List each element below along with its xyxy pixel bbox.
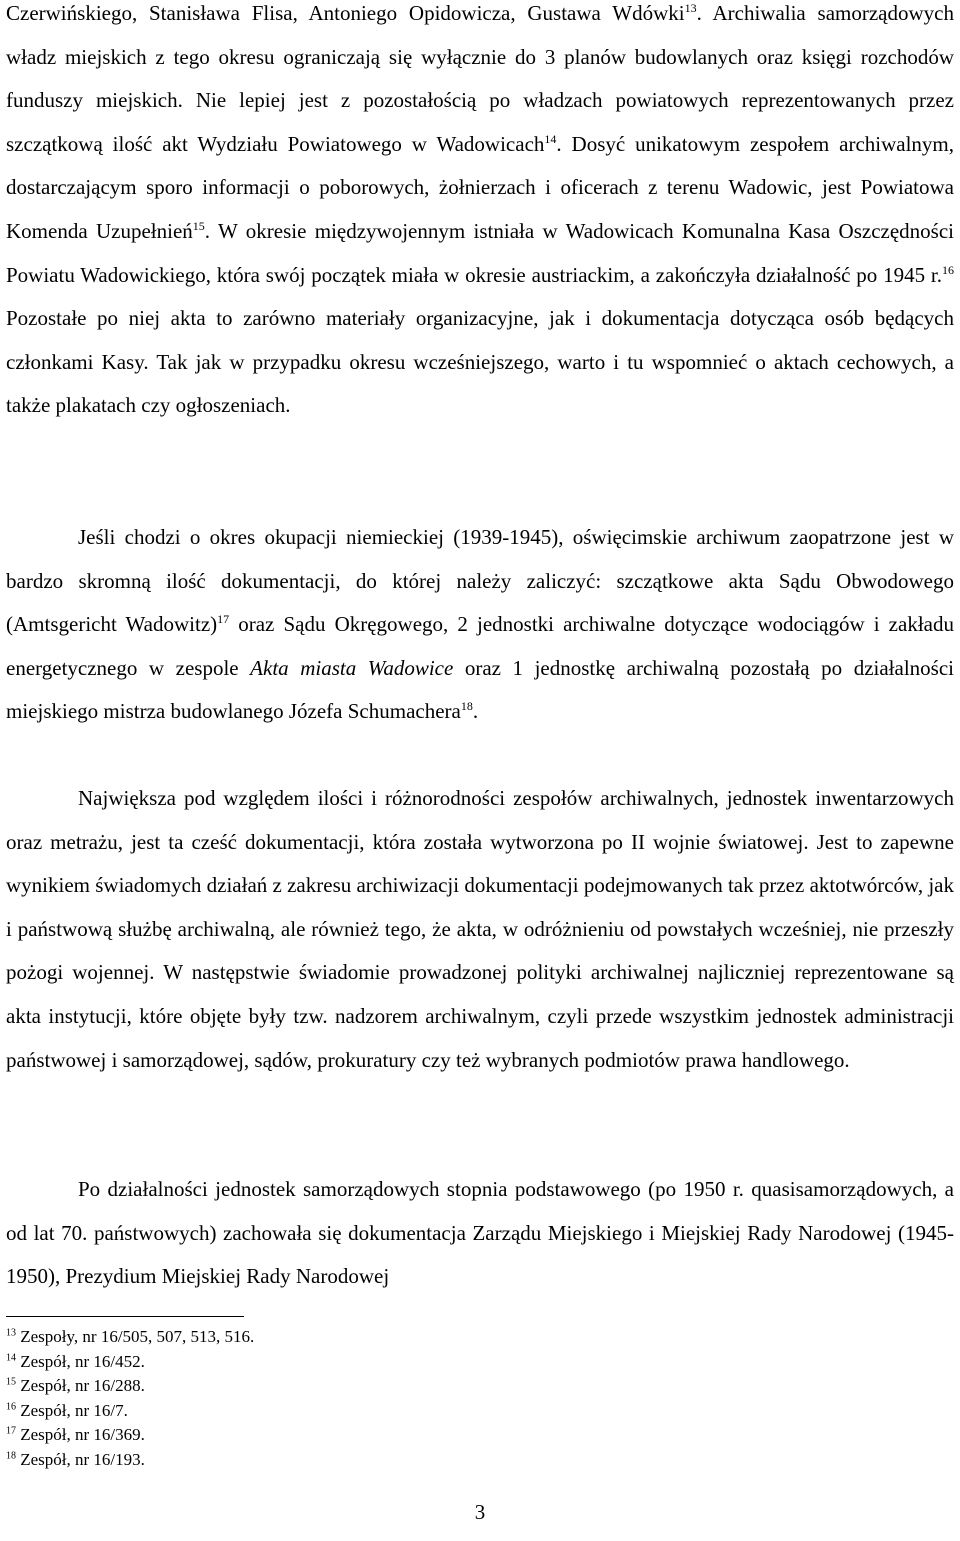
text-run: Jeśli chodzi o okres okupacji niemieckiej (1939-1945), oświęcimskie archiwum zaopatrzone jest w bardzo skromną ilość dokumentacji, do której należy zaliczyć: szczątkowe akta Sądu Obwodowego (Amtsgericht Wadowitz) bbox=[6, 525, 954, 637]
footnote-number: 15 bbox=[6, 1376, 16, 1388]
footnote-number: 18 bbox=[6, 1449, 16, 1461]
footnote-text: Zespół, nr 16/7. bbox=[16, 1400, 128, 1420]
paragraph-4 bbox=[6, 1168, 954, 1299]
text-run: Największa pod względem ilości i różnorodności zespołów archiwalnych, jednostek inwentarzowych oraz metrażu, jest ta cześć dokumentacji, która została wytworzona po II wojnie światowej. Jest to zapewne wynikiem świadomych działań z zakresu archiwizacji dokumentacji podejmowanych tak przez aktotwórców, jak i państwową służbę archiwalną, ale również tego, że akta, w odróżnieniu od powstałych wcześniej, nie przeszły pożogi wojennej. W następstwie świadomie prowadzonej polityki archiwalnej najliczniej reprezentowane są akta instytucji, które objęte były tzw. nadzorem archiwalnym, czyli przede wszystkim jednostek administracji państwowej i samorządowej, sądów, prokuratury czy też wybranych podmiotów prawa handlowego. bbox=[6, 786, 954, 1072]
footnote-number: 13 bbox=[6, 1327, 16, 1339]
footnote-13 bbox=[6, 1325, 906, 1350]
paragraph-3 bbox=[6, 777, 954, 1082]
footnote-16 bbox=[6, 1399, 906, 1424]
footnote-reference: 16 bbox=[942, 262, 954, 277]
footnote-reference: 18 bbox=[460, 699, 473, 714]
footnote-number: 14 bbox=[6, 1351, 16, 1363]
text-run: oraz Sądu Okręgowego, 2 jednostki archiwalne dotyczące wodociągów i zakładu energetycznego w zespole bbox=[6, 612, 954, 680]
text-run: Czerwińskiego, Stanisława Flisa, Antoniego Opidowicza, Gustawa Wdówki bbox=[6, 1, 685, 25]
footnote-separator bbox=[6, 1316, 244, 1317]
footnote-15 bbox=[6, 1374, 906, 1399]
footnote-14 bbox=[6, 1350, 906, 1375]
footnote-text: Zespół, nr 16/288. bbox=[16, 1376, 145, 1395]
text-run: . Dosyć unikatowym zespołem archiwalnym, dostarczającym sporo informacji o poborowych, żołnierzach i oficerach z terenu Wadowic, jest Powiatowa Komenda Uzupełnień bbox=[6, 131, 955, 243]
italic-text: Akta miasta Wadowice bbox=[250, 655, 454, 680]
text-run: oraz 1 jednostkę archiwalną pozostałą po działalności miejskiego mistrza budowlanego Józefa Schumachera bbox=[6, 655, 954, 724]
text-run: . Archiwalia samorządowych władz miejskich z tego okresu ograniczają się wyłącznie do 3 planów budowlanych oraz księgi rozchodów funduszy miejskich. Nie lepiej jest z pozostałością po władzach powiatowych reprezentowanych przez szczątkową ilość akt Wydziału Powiatowego w Wadowicach bbox=[6, 1, 954, 156]
footnote-reference: 17 bbox=[217, 612, 230, 627]
paragraph-1 bbox=[6, 0, 954, 428]
text-run: Pozostałe po niej akta to zarówno materiały organizacyjne, jak i dokumentacja dotycząca osób będących członkami Kasy. Tak jak w przypadku okresu wcześniejszego, warto i tu wspomnieć o aktach cechowych, a także plakatach czy ogłoszeniach. bbox=[6, 306, 954, 418]
text-run: Po działalności jednostek samorządowych stopnia podstawowego (po 1950 r. quasisamorządowych, a od lat 70. państwowych) zachowała się dokumentacja Zarządu Miejskiego i Miejskiej Rady Narodowej (1945-1950), Prezydium Miejskiej Rady Narodowej bbox=[6, 1177, 954, 1289]
page-number bbox=[6, 1500, 954, 1524]
text-run: . W okresie międzywojennym istniała w Wadowicach Komunalna Kasa Oszczędności Powiatu Wadowickiego, która swój początek miała w okresie austriackim, a zakończyła działalność po 1945 r. bbox=[6, 218, 954, 287]
text-run: . bbox=[472, 699, 479, 724]
footnote-reference: 15 bbox=[192, 218, 205, 233]
page-number-text: 3 bbox=[474, 1500, 486, 1524]
footnote-text: Zespół, nr 16/193. bbox=[16, 1449, 145, 1469]
footnotes bbox=[6, 1325, 906, 1472]
footnote-text: Zespoły, nr 16/505, 507, 513, 516. bbox=[16, 1327, 255, 1346]
paragraph-2 bbox=[6, 516, 954, 734]
footnote-number: 16 bbox=[6, 1400, 16, 1412]
footnote-text: Zespół, nr 16/369. bbox=[16, 1425, 145, 1444]
footnote-18 bbox=[6, 1448, 906, 1473]
footnote-text: Zespół, nr 16/452. bbox=[16, 1351, 145, 1371]
footnote-reference: 13 bbox=[684, 1, 697, 15]
footnote-number: 17 bbox=[6, 1425, 16, 1437]
footnote-17 bbox=[6, 1423, 906, 1448]
footnote-reference: 14 bbox=[544, 131, 557, 146]
